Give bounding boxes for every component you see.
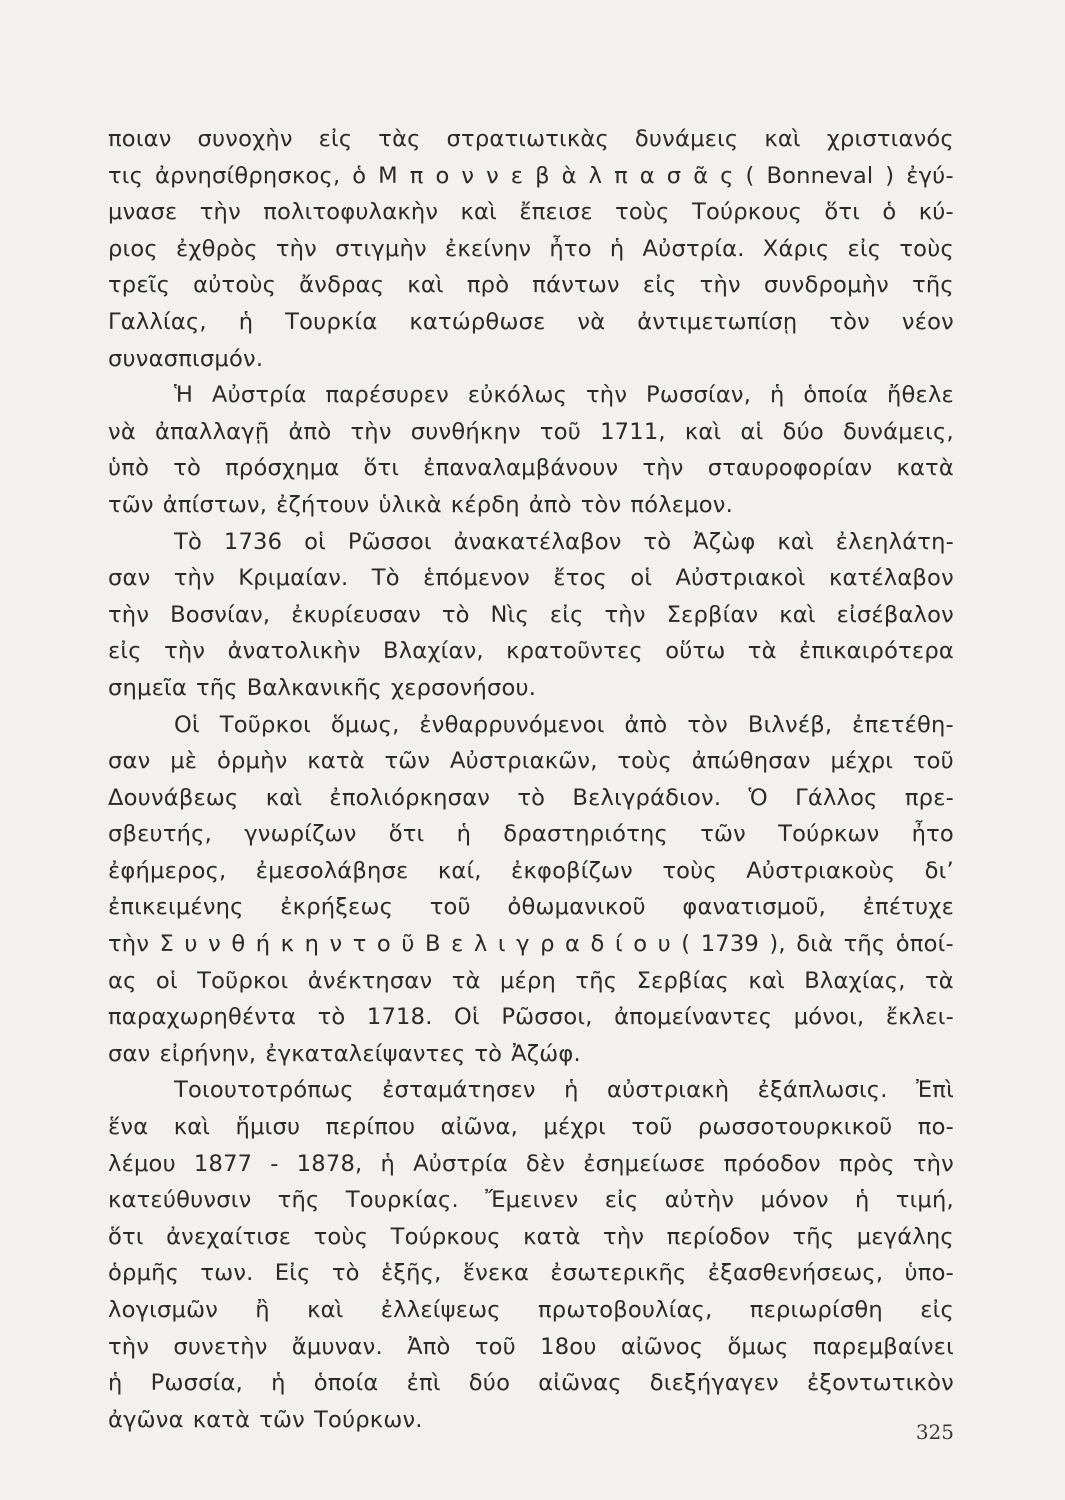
- text-line: ὁρμῆς των. Εἰς τὸ ἑξῆς, ἕνεκα ἐσωτερικῆς ἐξασθενήσεως, ὑπο-: [108, 1260, 954, 1287]
- text-line: νὰ ἀπαλλαγῇ ἀπὸ τὴν συνθήκην τοῦ 1711, καὶ αἱ δύο δυνάμεις,: [108, 418, 954, 445]
- text-line: ὑπὸ τὸ πρόσχημα ὅτι ἐπαναλαμβάνουν τὴν σταυροφορίαν κατὰ: [108, 455, 954, 482]
- text-line: σημεῖα τῆς Βαλκανικῆς χερσονήσου.: [108, 674, 537, 701]
- text-line: ἐφήμερος, ἐμεσολάβησε καί, ἐκφοβίζων τοὺς Αὐστριακοὺς δι’: [108, 857, 954, 884]
- page-number: 325: [915, 1420, 954, 1444]
- text-line: Τὸ 1736 οἱ Ρῶσσοι ἀνακατέλαβον τὸ Ἀζὼφ καὶ ἐλεηλάτη-: [174, 528, 954, 555]
- text-line: ας οἱ Τοῦρκοι ἀνέκτησαν τὰ μέρη τῆς Σερβίας καὶ Βλαχίας, τὰ: [108, 967, 954, 994]
- text-line: τις ἀρνησίθρησκος, ὁ Μ π ο ν ν ε β ὰ λ π α σ ᾶ ς ( Bonneval ) ἐγύ-: [108, 162, 954, 189]
- text-line: ὅτι ἀνεχαίτισε τοὺς Τούρκους κατὰ τὴν περίοδον τῆς μεγάλης: [108, 1223, 954, 1250]
- text-line: σαν εἰρήνην, ἐγκαταλείψαντες τὸ Ἀζώφ.: [108, 1040, 581, 1067]
- body-text: [108, 121, 954, 1438]
- text-line: Τοιουτοτρόπως ἐσταμάτησεν ἡ αὐστριακὴ ἐξάπλωσις. Ἐπὶ: [174, 1077, 954, 1104]
- text-line: τὴν Σ υ ν θ ή κ η ν τ ο ῦ Β ε λ ι γ ρ α δ ί ο υ ( 1739 ), διὰ τῆς ὁποί-: [108, 931, 954, 958]
- text-line: ἐπικειμένης ἐκρήξεως τοῦ ὀθωμανικοῦ φανατισμοῦ, ἐπέτυχε: [108, 894, 954, 921]
- text-line: ριος ἐχθρὸς τὴν στιγμὴν ἐκείνην ἦτο ἡ Αὐστρία. Χάρις εἰς τοὺς: [108, 235, 954, 262]
- text-line: τὴν συνετὴν ἄμυναν. Ἀπὸ τοῦ 18ου αἰῶνος ὅμως παρεμβαίνει: [108, 1333, 954, 1360]
- text-line: Ἡ Αὐστρία παρέσυρεν εὐκόλως τὴν Ρωσσίαν, ἡ ὁποία ἤθελε: [174, 382, 954, 409]
- text-line: παραχωρηθέντα τὸ 1718. Οἱ Ρῶσσοι, ἀπομείναντες μόνοι, ἔκλει-: [108, 1004, 954, 1031]
- text-line: σαν μὲ ὁρμὴν κατὰ τῶν Αὐστριακῶν, τοὺς ἀπώθησαν μέχρι τοῦ: [108, 748, 954, 775]
- text-line: Οἱ Τοῦρκοι ὅμως, ἐνθαρρυνόμενοι ἀπὸ τὸν Βιλνέβ, ἐπετέθη-: [174, 711, 954, 738]
- text-line: κατεύθυνσιν τῆς Τουρκίας. Ἔμεινεν εἰς αὐτὴν μόνον ἡ τιμή,: [108, 1187, 954, 1214]
- text-line: σβευτής, γνωρίζων ὅτι ἡ δραστηριότης τῶν Τούρκων ἦτο: [108, 821, 954, 848]
- text-line: μνασε τὴν πολιτοφυλακὴν καὶ ἔπεισε τοὺς Τούρκους ὅτι ὁ κύ-: [108, 199, 954, 226]
- text-line: λέμου 1877 - 1878, ἡ Αὐστρία δὲν ἐσημείωσε πρόοδον πρὸς τὴν: [108, 1150, 954, 1177]
- text-line: λογισμῶν ἢ καὶ ἐλλείψεως πρωτοβουλίας, περιωρίσθη εἰς: [108, 1297, 954, 1323]
- text-line: τῶν ἀπίστων, ἐζήτουν ὑλικὰ κέρδη ἀπὸ τὸν πόλεμον.: [108, 491, 734, 518]
- text-line: ποιαν συνοχὴν εἰς τὰς στρατιωτικὰς δυνάμεις καὶ χριστιανός: [108, 126, 954, 152]
- text-line: ἡ Ρωσσία, ἡ ὁποία ἐπὶ δύο αἰῶνας διεξήγαγεν ἐξοντωτικὸν: [108, 1370, 954, 1397]
- text-line: ἕνα καὶ ἥμισυ περίπου αἰῶνα, μέχρι τοῦ ρωσσοτουρκικοῦ πο-: [108, 1114, 954, 1141]
- text-line: σαν τὴν Κριμαίαν. Τὸ ἑπόμενον ἔτος οἱ Αὐστριακοὶ κατέλαβον: [108, 565, 954, 592]
- text-line: Δουνάβεως καὶ ἐπολιόρκησαν τὸ Βελιγράδιον. Ὁ Γάλλος πρε-: [108, 784, 954, 811]
- text-line: εἰς τὴν ἀνατολικὴν Βλαχίαν, κρατοῦντες οὕτω τὰ ἐπικαιρότερα: [108, 638, 954, 665]
- text-line: Γαλλίας, ἡ Τουρκία κατώρθωσε νὰ ἀντιμετωπίσῃ τὸν νέον: [108, 308, 954, 335]
- text-line: τὴν Βοσνίαν, ἐκυρίευσαν τὸ Νὶς εἰς τὴν Σερβίαν καὶ εἰσέβαλον: [108, 601, 954, 628]
- text-line: ἀγῶνα κατὰ τῶν Τούρκων.: [108, 1406, 423, 1433]
- text-line: τρεῖς αὐτοὺς ἄνδρας καὶ πρὸ πάντων εἰς τὴν συνδρομὴν τῆς: [108, 272, 954, 299]
- text-line: συνασπισμόν.: [108, 345, 264, 372]
